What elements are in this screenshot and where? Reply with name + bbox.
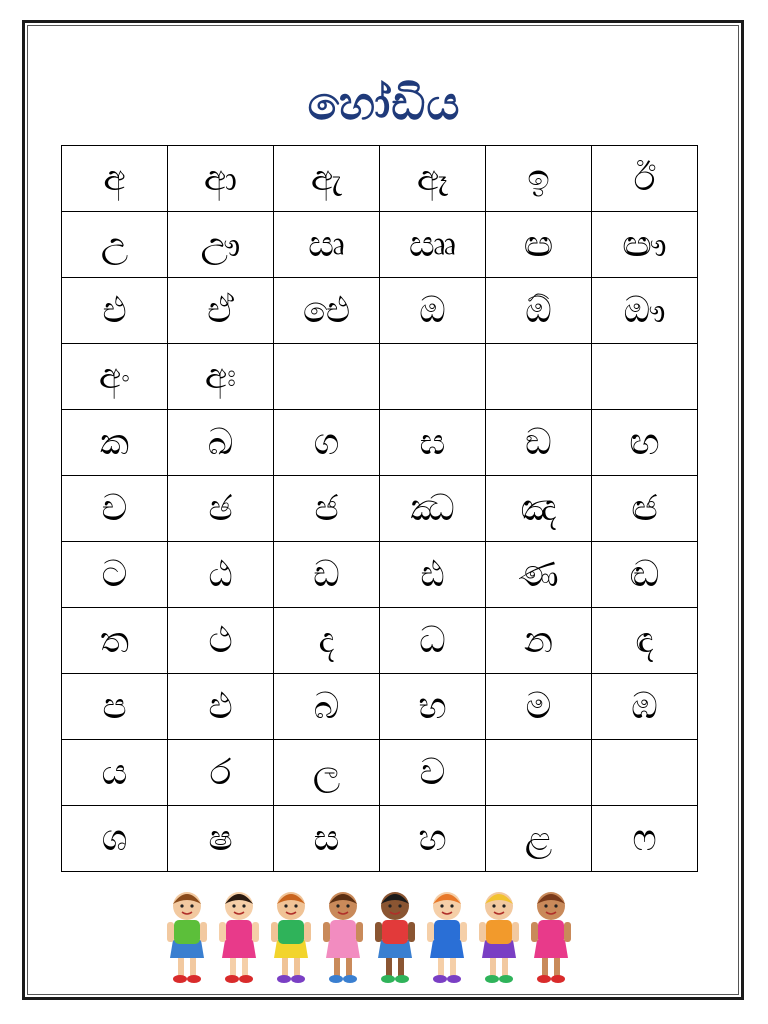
letter-cell: ර	[168, 740, 274, 806]
letter-cell: ට	[62, 542, 168, 608]
letter-cell: ඦ	[592, 476, 698, 542]
letter-cell: ඪ	[380, 542, 486, 608]
children-illustration	[165, 888, 577, 988]
letter-cell: අ	[62, 146, 168, 212]
letter-cell: න	[486, 608, 592, 674]
letter-cell: ඩ	[274, 542, 380, 608]
letter-cell: ද	[274, 608, 380, 674]
empty-cell	[486, 740, 592, 806]
letter-cell: ඟ	[592, 410, 698, 476]
letter-cell: ඉ	[486, 146, 592, 212]
letter-cell: ප	[62, 674, 168, 740]
table-row	[62, 344, 698, 410]
letter-cell: ඝ	[380, 410, 486, 476]
table-row	[62, 410, 698, 476]
child-figure	[219, 892, 259, 983]
letter-cell: ඵ	[168, 674, 274, 740]
letter-cell: ථ	[168, 608, 274, 674]
table-row	[62, 608, 698, 674]
letter-cell: ඛ	[168, 410, 274, 476]
letter-cell: ඇ	[274, 146, 380, 212]
letter-cell: උ	[62, 212, 168, 278]
letter-cell: ව	[380, 740, 486, 806]
table-row	[62, 674, 698, 740]
child-figure	[167, 892, 207, 983]
letter-cell: ම	[486, 674, 592, 740]
letter-cell: ළ	[486, 806, 592, 872]
child-figure	[271, 892, 311, 983]
letter-cell: ඍ	[274, 212, 380, 278]
table-row	[62, 740, 698, 806]
letter-cell: ධ	[380, 608, 486, 674]
letter-cell: ඐ	[592, 212, 698, 278]
empty-cell	[486, 344, 592, 410]
letter-cell: ෂ	[168, 806, 274, 872]
letter-cell: ග	[274, 410, 380, 476]
table-row	[62, 476, 698, 542]
letter-cell: එ	[62, 278, 168, 344]
letter-cell: අඃ	[168, 344, 274, 410]
letter-cell: ඳ	[592, 608, 698, 674]
child-figure	[427, 892, 467, 983]
letter-cell: ඎ	[380, 212, 486, 278]
letter-cell: ක	[62, 410, 168, 476]
child-figure	[531, 892, 571, 983]
letter-cell: ඔ	[380, 278, 486, 344]
letter-cell: ඡ	[168, 476, 274, 542]
child-figure	[323, 892, 363, 983]
letter-cell: ඨ	[168, 542, 274, 608]
letter-cell: ණ	[486, 542, 592, 608]
letter-cell: ල	[274, 740, 380, 806]
letter-cell: ඊ	[592, 146, 698, 212]
letter-cell: අං	[62, 344, 168, 410]
letter-cell: ඣ	[380, 476, 486, 542]
letter-cell: ඬ	[592, 542, 698, 608]
empty-cell	[592, 344, 698, 410]
letter-cell: ච	[62, 476, 168, 542]
letter-cell: ෆ	[592, 806, 698, 872]
letter-cell: ය	[62, 740, 168, 806]
letter-cell: ආ	[168, 146, 274, 212]
child-figure	[479, 892, 519, 983]
letter-cell: ඌ	[168, 212, 274, 278]
table-row	[62, 146, 698, 212]
child-figure	[375, 892, 415, 983]
letter-cell: ජ	[274, 476, 380, 542]
table-row	[62, 212, 698, 278]
letter-cell: ඏ	[486, 212, 592, 278]
empty-cell	[380, 344, 486, 410]
letter-cell: ඞ	[486, 410, 592, 476]
letter-cell: බ	[274, 674, 380, 740]
letter-cell: ඖ	[592, 278, 698, 344]
table-row	[62, 806, 698, 872]
letter-cell: හ	[380, 806, 486, 872]
letter-cell: ත	[62, 608, 168, 674]
letter-cell: ඕ	[486, 278, 592, 344]
letter-cell: ඈ	[380, 146, 486, 212]
empty-cell	[592, 740, 698, 806]
empty-cell	[274, 344, 380, 410]
letter-cell: ස	[274, 806, 380, 872]
letter-cell: ඹ	[592, 674, 698, 740]
letter-cell: ඓ	[274, 278, 380, 344]
letter-cell: ඒ	[168, 278, 274, 344]
letter-cell: ශ	[62, 806, 168, 872]
alphabet-table	[61, 145, 698, 872]
table-row	[62, 278, 698, 344]
page-title: හෝඩිය	[307, 76, 461, 130]
table-row	[62, 542, 698, 608]
letter-cell: භ	[380, 674, 486, 740]
letter-cell: ඤ	[486, 476, 592, 542]
